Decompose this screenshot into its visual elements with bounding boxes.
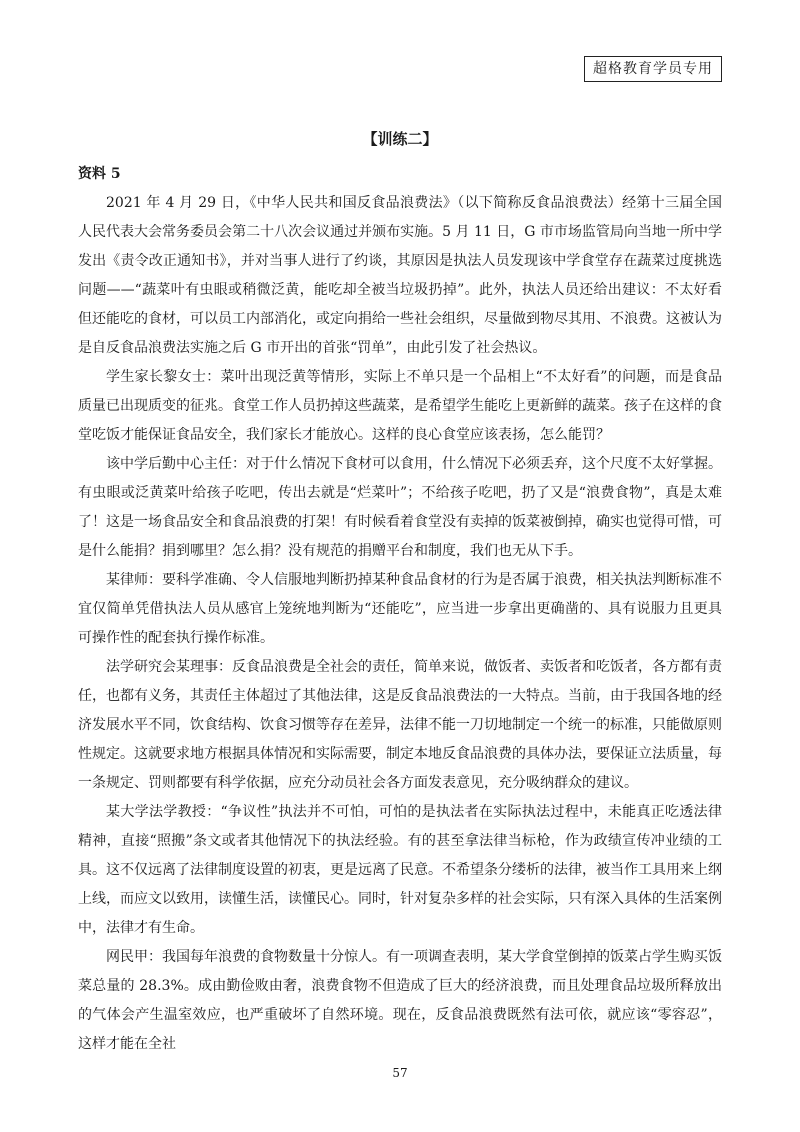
paragraph-intro: 2021 年 4 月 29 日，《中华人民共和国反食品浪费法》（以下简称反食品浪费法）经第十三届全国人民代表大会常务委员会第二十八次会议通过并颁布实施。5 月 11 日，G 市市场监管局向当地一所中学发出《责令改正通知书》，并对当事人进行了约谈，其原因是执法人员发现该中学食堂存在蔬菜过度挑选问题——“蔬菜叶有虫眼或稍微泛黄，能吃却全被当垃圾扔掉”。此外，执法人员还给出建议：不太好看但还能吃的食材，可以员工内部消化，或定向捐给一些社会组织，尽量做到物尽其用、不浪费。这被认为是自反食品浪费法实施之后 G 市开出的首张“罚单”，由此引发了社会热议。 <box>78 195 722 356</box>
paragraph-parent: 学生家长黎女士：菜叶出现泛黄等情形，实际上不单只是一个品相上“不太好看”的问题，而是食品质量已出现质变的征兆。食堂工作人员扔掉这些蔬菜，是希望学生能吃上更新鲜的蔬菜。孩子在这样的食堂吃饭才能保证食品安全，我们家长才能放心。这样的良心食堂应该表扬，怎么能罚？ <box>78 369 722 443</box>
paragraph-lawyer: 某律师：要科学准确、令人信服地判断扔掉某种食品食材的行为是否属于浪费，相关执法判断标准不宜仅简单凭借执法人员从感官上笼统地判断为“还能吃”，应当进一步拿出更确凿的、具有说服力且更具可操作性的配套执行操作标准。 <box>78 572 722 646</box>
paragraph-law-professor: 某大学法学教授：“争议性”执法并不可怕，可怕的是执法者在实际执法过程中，未能真正吃透法律精神，直接“照搬”条文或者其他情况下的执法经验。有的甚至拿法律当标枪，作为政绩宣传冲业绩的工具。这不仅远离了法律制度设置的初衷，更是远离了民意。不希望条分缕析的法律，被当作工具用来上纲上线，而应文以致用，读懂生活，读懂民心。同时，针对复杂多样的社会实际，只有深入具体的生活案例中，法律才有生命。 <box>78 804 722 936</box>
page-number: 57 <box>392 1066 408 1080</box>
paragraph-logistics-director: 该中学后勤中心主任：对于什么情况下食材可以食用，什么情况下必须丢弃，这个尺度不太好掌握。有虫眼或泛黄菜叶给孩子吃吧，传出去就是“烂菜叶”；不给孩子吃吧，扔了又是“浪费食物”，真是太难了！这是一场食品安全和食品浪费的打架！有时候看着食堂没有卖掉的饭菜被倒掉，确实也觉得可惜，可是什么能捐？捐到哪里？怎么捐？没有规范的捐赠平台和制度，我们也无从下手。 <box>78 456 722 559</box>
material-body <box>78 160 722 1059</box>
paragraph-law-society-director: 法学研究会某理事：反食品浪费是全社会的责任，简单来说，做饭者、卖饭者和吃饭者，各方都有责任，也都有义务，其责任主体超过了其他法律，这是反食品浪费法的一大特点。当前，由于我国各地的经济发展水平不同，饮食结构、饮食习惯等存在差异，法律不能一刀切地制定一个统一的标准，只能做原则性规定。这就要求地方根据具体情况和实际需要，制定本地反食品浪费的具体办法，要保证立法质量，每一条规定、罚则都要有科学依据，应充分动员社会各方面发表意见，充分吸纳群众的建议。 <box>78 659 722 791</box>
student-only-stamp: 超格教育学员专用 <box>584 56 722 82</box>
section-title: 【训练二】 <box>362 130 438 148</box>
material-heading: 资料 5 <box>78 166 121 182</box>
paragraph-netizen-a: 网民甲：我国每年浪费的食物数量十分惊人。有一项调查表明，某大学食堂倒掉的饭菜占学生购买饭菜总量的 28.3%。成由勤俭败由奢，浪费食物不但造成了巨大的经济浪费，而且处理食品垃圾所释放出的气体会产生温室效应，也严重破坏了自然环境。现在，反食品浪费既然有法可依，就应该“零容忍”，这样才能在全社 <box>78 949 722 1052</box>
